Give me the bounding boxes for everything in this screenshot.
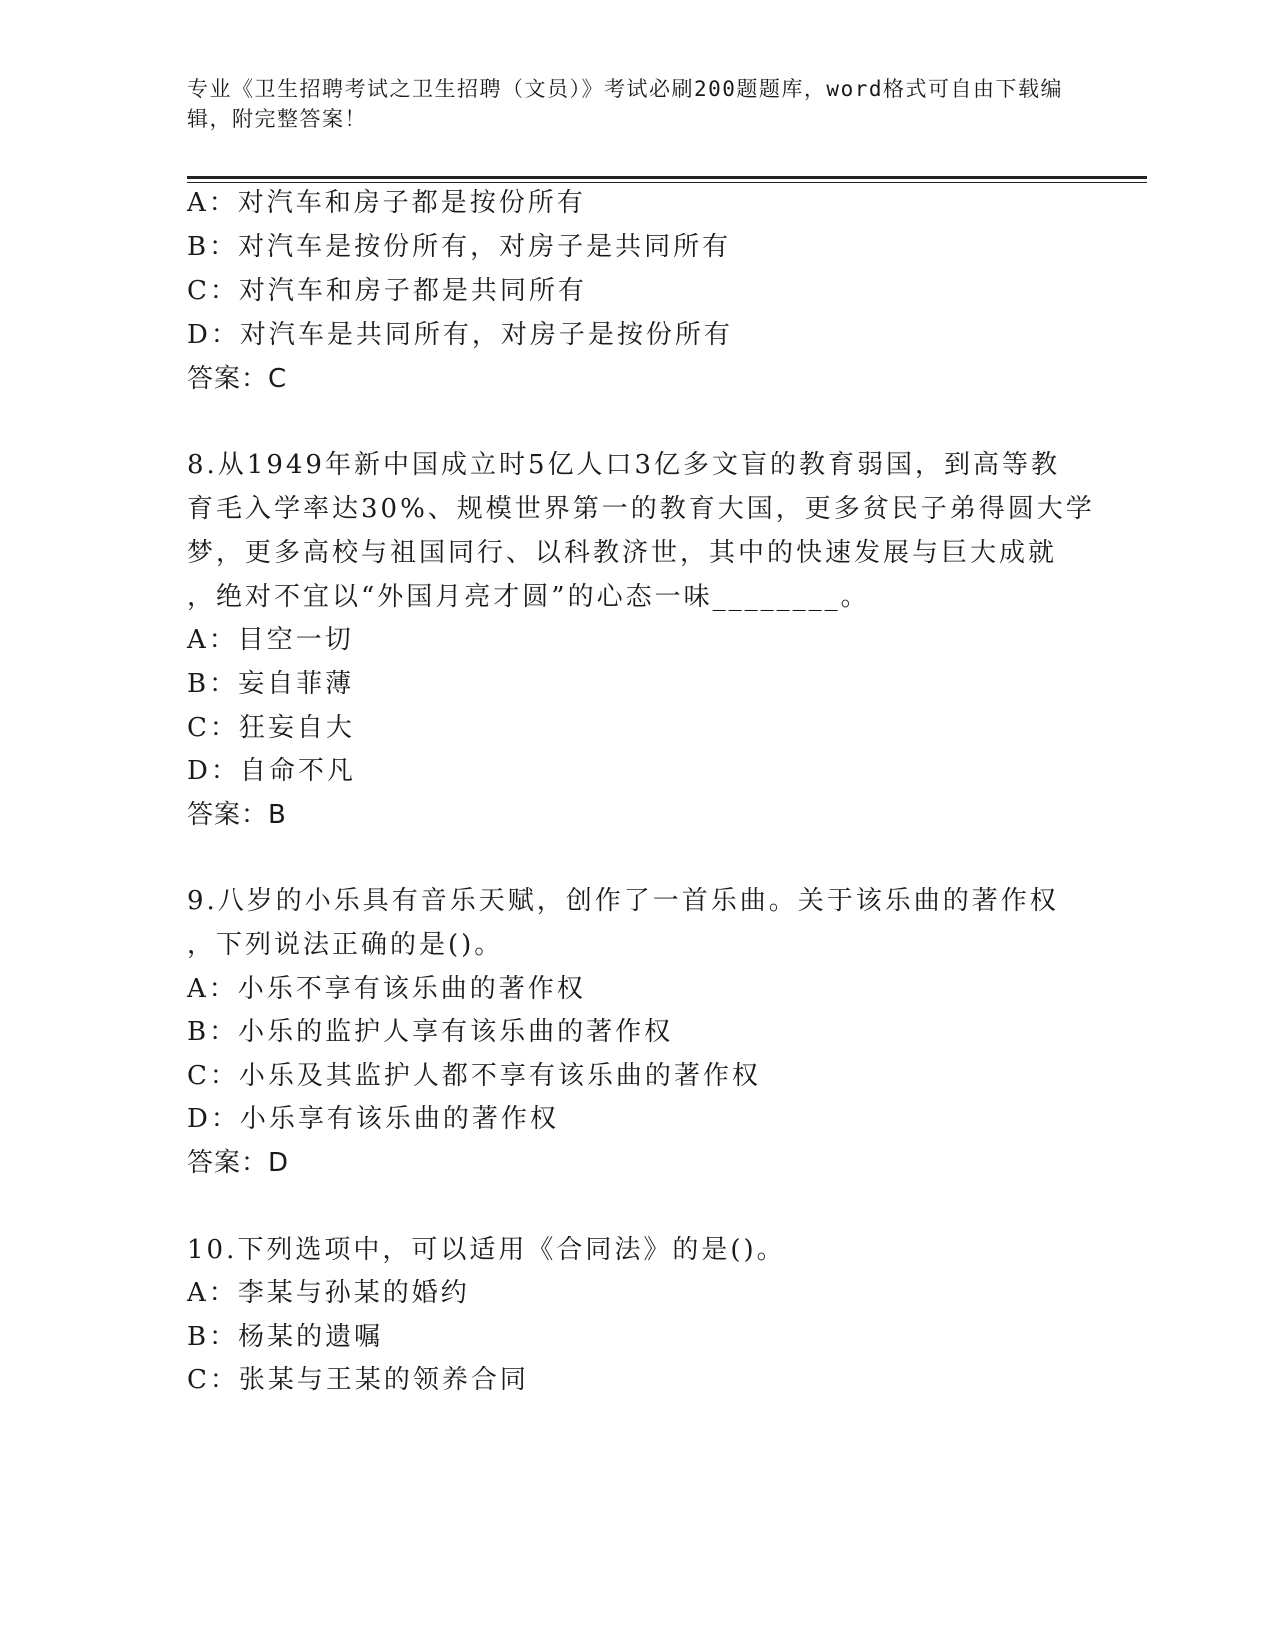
answer: 答案：B	[187, 800, 287, 830]
option-b: B：小乐的监护人享有该乐曲的著作权	[187, 1017, 674, 1047]
option-d: D：对汽车是共同所有，对房子是按份所有	[187, 320, 733, 350]
header-divider-thin	[187, 182, 1147, 183]
option-d: D：小乐享有该乐曲的著作权	[187, 1104, 559, 1134]
answer: 答案：D	[187, 1148, 290, 1178]
option-a: A：目空一切	[187, 625, 354, 655]
option-c: C：小乐及其监护人都不享有该乐曲的著作权	[187, 1061, 761, 1091]
document-header: 专业《卫生招聘考试之卫生招聘（文员）》考试必刷200题题库，word格式可自由下载编辑，附完整答案！	[187, 77, 1063, 131]
option-b: B：妄自菲薄	[187, 669, 355, 699]
question-stem: ，绝对不宜以“外国月亮才圆”的心态一味________。	[187, 582, 870, 612]
question-stem: 梦，更多高校与祖国同行、以科教济世，其中的快速发展与巨大成就	[187, 538, 1058, 568]
option-c: C：狂妄自大	[187, 713, 355, 743]
option-b: B：对汽车是按份所有，对房子是共同所有	[187, 232, 732, 262]
option-a: A：李某与孙某的婚约	[187, 1278, 470, 1308]
question-stem: 10.下列选项中，可以适用《合同法》的是()。	[187, 1235, 786, 1265]
option-c: C：张某与王某的领养合同	[187, 1365, 529, 1395]
option-b: B：杨某的遗嘱	[187, 1322, 384, 1352]
question-stem: 8.从1949年新中国成立时5亿人口3亿多文盲的教育弱国，到高等教	[187, 450, 1061, 480]
option-a: A：小乐不享有该乐曲的著作权	[187, 974, 586, 1004]
question-stem: ，下列说法正确的是()。	[187, 930, 504, 960]
option-c: C：对汽车和房子都是共同所有	[187, 276, 587, 306]
question-stem: 育毛入学率达30%、规模世界第一的教育大国，更多贫民子弟得圆大学	[187, 494, 1095, 524]
answer: 答案：C	[187, 364, 288, 394]
header-divider	[187, 176, 1147, 179]
option-d: D：自命不凡	[187, 756, 356, 786]
option-a: A：对汽车和房子都是按份所有	[187, 188, 586, 218]
question-stem: 9.八岁的小乐具有音乐天赋，创作了一首乐曲。关于该乐曲的著作权	[187, 886, 1059, 916]
